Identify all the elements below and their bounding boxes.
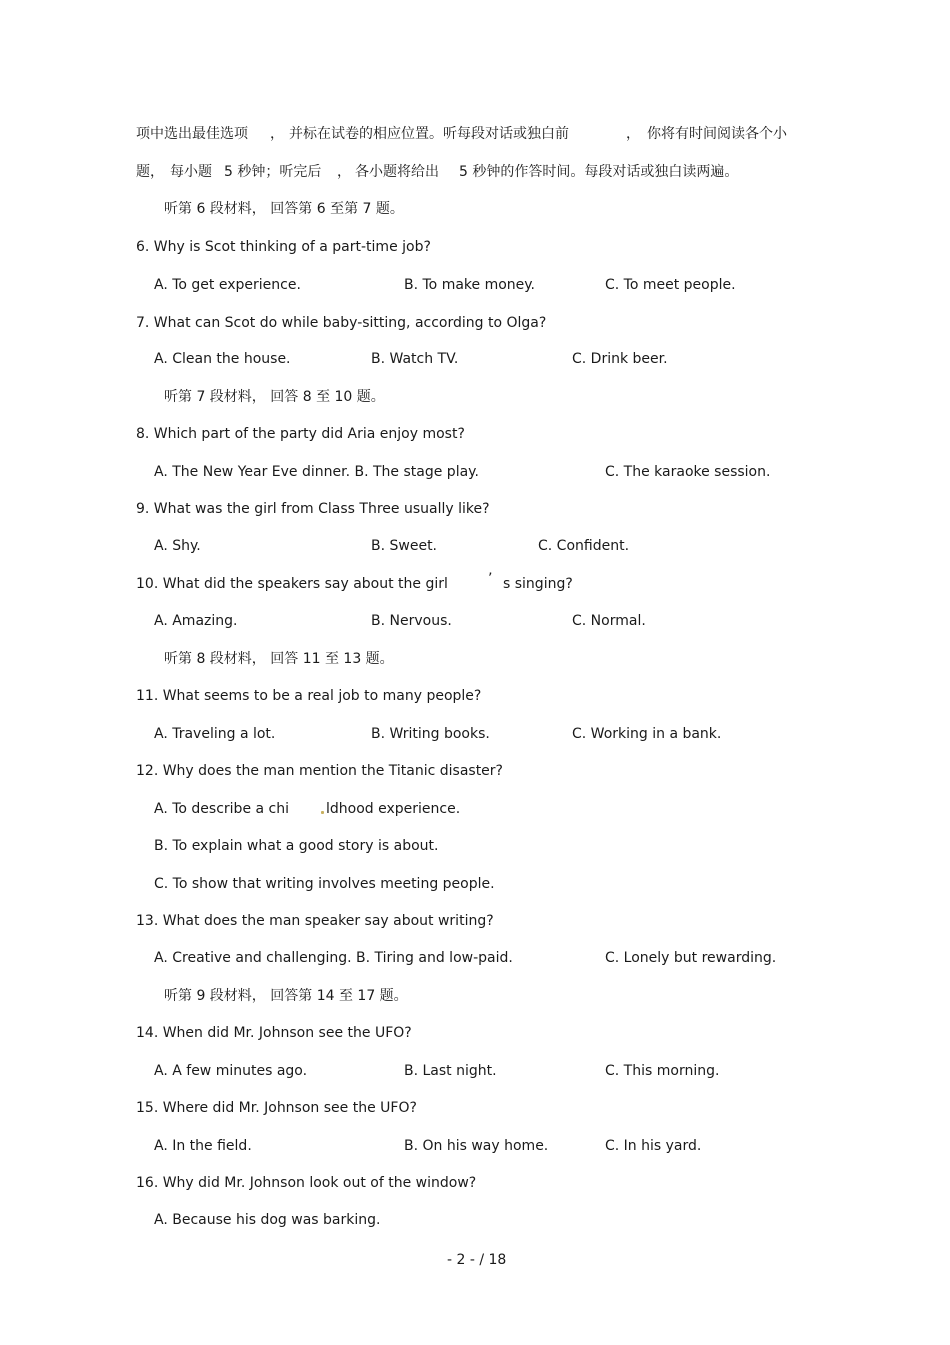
intro-text: 你将有时间阅读各个小 <box>647 126 787 142</box>
option-a: A. Clean the house. <box>154 351 291 367</box>
option-b: B. Writing books. <box>371 726 490 742</box>
option-c: C. To show that writing involves meeting people. <box>154 876 495 892</box>
section-heading: 听第 8 段材料， 回答 11 至 13 题。 <box>164 651 394 667</box>
question-stem: 11. What seems to be a real job to many people? <box>136 688 482 704</box>
question-stem: 9. What was the girl from Class Three usually like? <box>136 501 490 517</box>
question-stem: 13. What does the man speaker say about writing? <box>136 913 494 929</box>
intro-text: ， <box>270 126 284 142</box>
option-ab: A. The New Year Eve dinner. B. The stage play. <box>154 464 479 480</box>
option-a: A. Because his dog was barking. <box>154 1212 381 1228</box>
intro-text: 项中选出最佳选项 <box>136 126 248 142</box>
option-c: C. Confident. <box>538 538 630 554</box>
option-c: C. This morning. <box>605 1063 720 1079</box>
question-stem: 7. What can Scot do while baby-sitting, according to Olga? <box>136 315 547 331</box>
option-c: C. Drink beer. <box>572 351 668 367</box>
option-b: B. On his way home. <box>404 1138 549 1154</box>
intro-text: 各小题将给出 <box>355 164 439 180</box>
intro-text: 并标在试卷的相应位置。听每段对话或独白前 <box>289 126 569 142</box>
option-a: A. Amazing. <box>154 613 238 629</box>
question-stem: 6. Why is Scot thinking of a part-time job? <box>136 239 431 255</box>
question-stem: 8. Which part of the party did Aria enjoy most? <box>136 426 465 442</box>
option-ab: A. Creative and challenging. B. Tiring and low-paid. <box>154 950 513 966</box>
intro-text: ， <box>626 126 640 142</box>
option-c: C. Lonely but rewarding. <box>605 950 777 966</box>
stray-mark <box>321 811 324 814</box>
question-stem: 10. What did the speakers say about the girl <box>136 576 448 592</box>
intro-text: 5 秒钟的作答时间。每段对话或独白读两遍。 <box>459 164 739 180</box>
intro-text: 题， <box>136 164 164 180</box>
option-a: ldhood experience. <box>326 801 461 817</box>
question-stem: 16. Why did Mr. Johnson look out of the window? <box>136 1175 477 1191</box>
option-b: B. Nervous. <box>371 613 452 629</box>
option-a: A. To get experience. <box>154 277 301 293</box>
question-stem: ’ <box>488 571 493 587</box>
intro-text: ， <box>337 164 351 180</box>
option-c: C. In his yard. <box>605 1138 702 1154</box>
option-a: A. A few minutes ago. <box>154 1063 308 1079</box>
option-a: A. Shy. <box>154 538 201 554</box>
option-b: B. Sweet. <box>371 538 438 554</box>
option-c: C. Working in a bank. <box>572 726 722 742</box>
option-b: B. Watch TV. <box>371 351 459 367</box>
option-c: C. The karaoke session. <box>605 464 771 480</box>
intro-text: 5 秒钟；听完后 <box>224 164 322 180</box>
section-heading: 听第 9 段材料， 回答第 14 至 17 题。 <box>164 988 408 1004</box>
intro-text: 每小题 <box>170 164 212 180</box>
question-stem: s singing? <box>503 576 573 592</box>
option-b: B. To explain what a good story is about. <box>154 838 439 854</box>
section-heading: 听第 7 段材料， 回答 8 至 10 题。 <box>164 389 385 405</box>
question-stem: 12. Why does the man mention the Titanic disaster? <box>136 763 503 779</box>
option-a: A. In the field. <box>154 1138 252 1154</box>
question-stem: 14. When did Mr. Johnson see the UFO? <box>136 1025 412 1041</box>
option-a: A. To describe a chi <box>154 801 289 817</box>
question-stem: 15. Where did Mr. Johnson see the UFO? <box>136 1100 417 1116</box>
section-heading: 听第 6 段材料， 回答第 6 至第 7 题。 <box>164 201 404 217</box>
option-c: C. To meet people. <box>605 277 736 293</box>
option-a: A. Traveling a lot. <box>154 726 276 742</box>
option-b: B. To make money. <box>404 277 536 293</box>
page-number: - 2 - / 18 <box>447 1252 507 1268</box>
option-b: B. Last night. <box>404 1063 497 1079</box>
option-c: C. Normal. <box>572 613 646 629</box>
